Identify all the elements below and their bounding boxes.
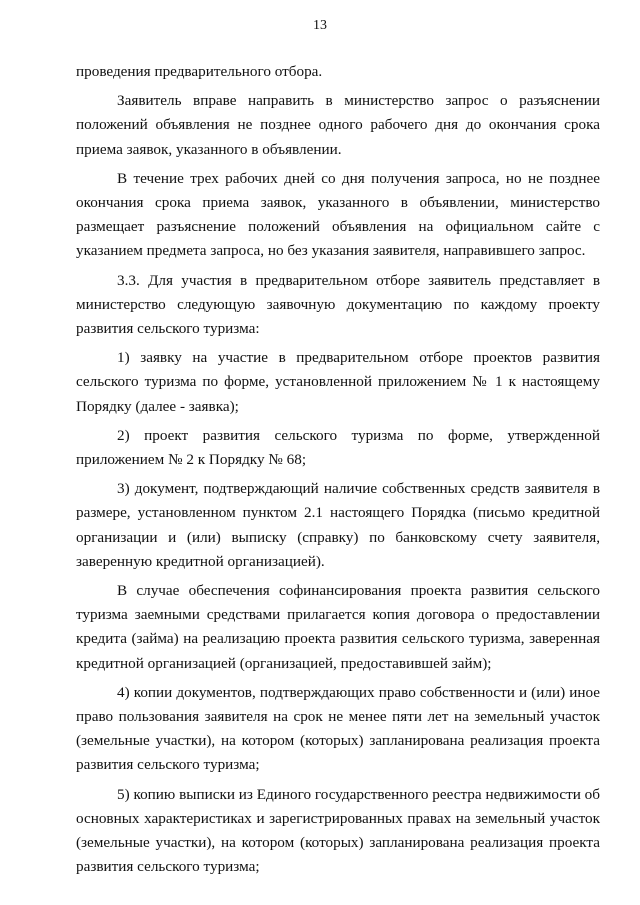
- paragraph: В случае обеспечения софинансирования проекта развития сельского туризма заемными средствами прилагается копия договора о предоставлении кредита (займа) на реализацию проекта развития сельского туризма, заверенная кредитной организацией (организацией, предоставившей займ);: [76, 582, 600, 672]
- paragraph: 5) копию выписки из Единого государственного реестра недвижимости об основных характеристиках и зарегистрированных правах на земельный участок (земельные участки), на котором (которых) запланирована реализация проекта развития сельского туризма;: [76, 785, 600, 876]
- paragraph: 4) копии документов, подтверждающих право собственности и (или) иное право пользования заявителя на срок не менее пяти лет на земельный участок (земельные участки), на котором (которых) запланирована реализация проекта развития сельского туризма;: [76, 683, 600, 774]
- paragraph: 3) документ, подтверждающий наличие собственных средств заявителя в размере, установленном пунктом 2.1 настоящего Порядка (письмо кредитной организации и (или) выписку (справку) по банковскому счету заявителя, заверенную кредитной организацией).: [76, 480, 600, 570]
- paragraph: В течение трех рабочих дней со дня получения запроса, но не позднее окончания срока приема заявок, указанного в объявлении, министерство размещает разъяснение положений объявления на официальном сайте с указанием предмета запроса, но без указания заявителя, направившего запрос.: [76, 169, 600, 260]
- paragraph: 2) проект развития сельского туризма по форме, утвержденной приложением № 2 к Порядку № 68;: [76, 426, 600, 469]
- document-body: [76, 60, 600, 885]
- page-number: 13: [313, 18, 327, 33]
- paragraph: 3.3. Для участия в предварительном отборе заявитель представляет в министерство следующую заявочную документацию по каждому проекту развития сельского туризма:: [76, 271, 600, 338]
- paragraph: 1) заявку на участие в предварительном отборе проектов развития сельского туризма по форме, установленной приложением № 1 к настоящему Порядку (далее - заявка);: [76, 349, 600, 415]
- paragraph: проведения предварительного отбора.: [76, 63, 323, 80]
- paragraph: Заявитель вправе направить в министерство запрос о разъяснении положений объявления не позднее одного рабочего дня до окончания срока приема заявок, указанного в объявлении.: [76, 92, 600, 158]
